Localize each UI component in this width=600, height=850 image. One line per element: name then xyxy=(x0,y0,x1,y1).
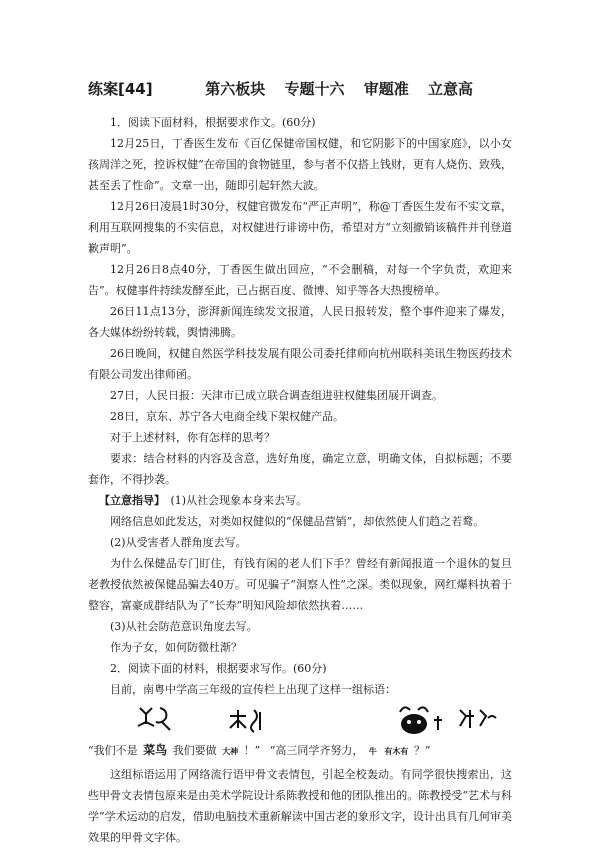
glyph-caption-dashen: 大神 xyxy=(222,746,239,756)
title-part-1: 第六板块 xyxy=(205,80,266,98)
cainiao-glyph xyxy=(138,708,170,730)
glyph-caption-niu: 牛 xyxy=(368,746,377,756)
glyph-caption-youmuyou: 有木有 xyxy=(384,746,409,756)
q1-paragraph: 12月25日，丁香医生发布《百亿保健帝国权健，和它阴影下的中国家庭》，以小女孩周洋之死，控诉权健“在帝国的食物链里，参与者不仅搭上钱财，更有人烧伤、致残，甚至丢了性命”。文章一出，随即引起轩然大波。 xyxy=(88,137,512,192)
page-title xyxy=(88,78,518,99)
glyph-caption-cainiao: 菜鸟 xyxy=(143,743,168,757)
slogan-part-4: “高三同学齐努力， xyxy=(269,744,364,757)
q1-question: 对于上述材料，你有怎样的思考？ xyxy=(110,431,275,444)
slogan-part-3: ！” xyxy=(243,744,261,757)
guide-paragraph: 作为子女，如何防微杜渐？ xyxy=(110,641,242,654)
oracle-slogan-row xyxy=(88,702,512,764)
q1-paragraph: 26日11点13分，澎湃新闻连续发文报道，人民日报转发，整个事件迎来了爆发，各大媒体纷纷转载，舆情沸腾。 xyxy=(88,305,512,339)
title-part-3: 审题准 xyxy=(363,80,409,98)
q2-paragraph: 这组标语运用了网络流行语甲骨文表情包，引起全校轰动。有同学很快搜索出，这些甲骨文表情包原来是由美术学院设计系陈教授和他的团队推出的。陈教授受“艺术与科学”学术运动的启发，借助电脑技术重新解读中国古老的象形文字，设计出具有几何审美效果的甲骨文字体。 xyxy=(88,768,512,844)
guide-label: 【立意指导】 xyxy=(99,494,160,507)
slogan-text xyxy=(88,740,431,762)
slogan-part-2: 我们要做 xyxy=(172,744,217,757)
dashen-glyph xyxy=(230,710,260,732)
guide-point-2: (2)从受害者人群角度去写。 xyxy=(110,536,247,549)
slogan-part-5: ？” xyxy=(413,744,431,757)
q1-requirements: 要求：结合材料的内容及含意，选好角度，确定立意，明确文体，自拟标题；不要套作，不得抄袭。 xyxy=(88,452,512,486)
title-part-2: 专题十六 xyxy=(284,80,345,98)
slogan-part-1: “我们不是 xyxy=(88,744,138,757)
q1-paragraph: 27日，人民日报：天津市已成立联合调查组进驻权健集团展开调查。 xyxy=(110,389,443,402)
guide-heading xyxy=(88,490,512,511)
guide-point-3: (3)从社会防范意识角度去写。 xyxy=(110,620,258,633)
q1-paragraph: 12月26日8点40分，丁香医生做出回应，“不会删稿，对每一个字负责，欢迎来告”。权健事件持续发酵至此，已占据百度、微博、知乎等各大热搜榜单。 xyxy=(88,263,512,297)
question-2-intro: 2．阅读下面的材料，根据要求写作。(60分) xyxy=(110,662,327,675)
q2-paragraph: 目前，南粤中学高三年级的宣传栏上出现了这样一组标语： xyxy=(110,683,396,696)
niu-glyph xyxy=(400,707,442,733)
guide-point-1: (1)从社会现象本身来去写。 xyxy=(170,494,308,507)
title-part-4: 立意高 xyxy=(427,80,473,98)
guide-paragraph: 为什么保健品专门盯住，有钱有闲的老人们下手？曾经有新闻报道一个退休的复旦老教授依然被保健品骗去40万。可见骗子“洞察人性”之深。类似现象，网红爆料执着于整容，富豪成群结队为了“长寿”明知风险却依然执着…… xyxy=(88,557,512,612)
question-1-intro: 1．阅读下面材料，根据要求作文。(60分) xyxy=(110,116,316,129)
guide-paragraph: 网络信息如此发达，对类如权健似的“保健品营销”，却依然使人们趋之若鹜。 xyxy=(110,515,485,528)
q1-paragraph: 26日晚间，权健自然医学科技发展有限公司委托律师向杭州联科美讯生物医药技术有限公司发出律师函。 xyxy=(88,347,512,381)
youmuyou-glyph xyxy=(460,710,496,728)
q1-paragraph: 28日，京东、苏宁各大电商全线下架权健产品。 xyxy=(110,410,344,423)
q1-paragraph: 12月26日凌晨1时30分，权健官微发布“严正声明”，称@丁香医生发布不实文章，利用互联网搜集的不实信息，对权健进行诽谤中伤，希望对方“立刻撤销该稿件并刊登道歉声明”。 xyxy=(88,200,512,255)
document-body xyxy=(88,112,512,848)
exercise-code: 练案[44] xyxy=(88,80,153,98)
